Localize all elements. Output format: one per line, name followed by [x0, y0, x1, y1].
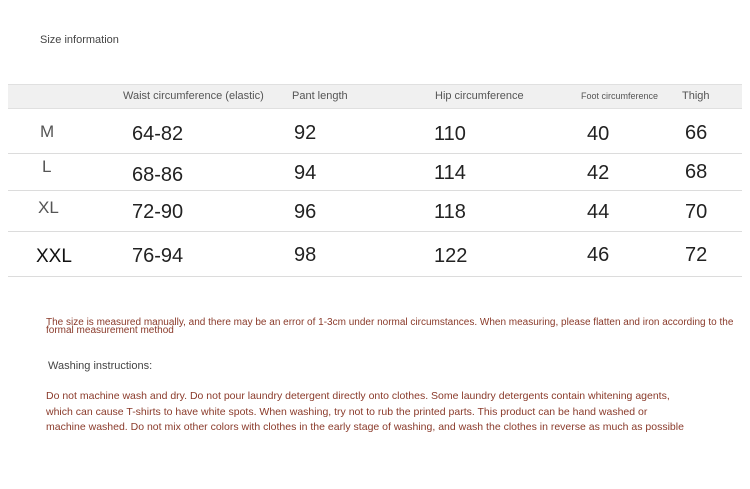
foot-value: 46	[587, 244, 610, 266]
page-title: Size information	[40, 34, 119, 46]
table-row	[8, 109, 742, 154]
header-thigh: Thigh	[682, 90, 710, 102]
thigh-value: 66	[685, 122, 708, 144]
hip-value: 114	[434, 162, 466, 184]
thigh-value: 72	[685, 244, 708, 266]
table-row	[8, 191, 742, 232]
waist-value: 72-90	[132, 201, 184, 223]
header-foot: Foot circumference	[581, 91, 659, 101]
thigh-value: 70	[685, 201, 708, 223]
measurement-note: The size is measured manually, and there may be an error of 1-3cm under normal circumstances. When measuring, please flatten and iron according to the formal measurement method	[46, 317, 734, 336]
size-label: XL	[38, 198, 59, 217]
size-table	[8, 84, 742, 277]
pant-length-value: 92	[294, 122, 317, 144]
pant-length-value: 94	[294, 162, 317, 184]
pant-length-value: 96	[294, 201, 317, 223]
foot-value: 44	[587, 201, 610, 223]
table-header	[8, 84, 742, 109]
table-row	[8, 154, 742, 191]
waist-value: 68-86	[132, 164, 184, 186]
header-waist: Waist circumference (elastic)	[123, 90, 264, 102]
foot-value: 40	[587, 123, 610, 145]
size-label: M	[40, 122, 55, 141]
hip-value: 110	[434, 123, 466, 145]
size-label: L	[42, 157, 52, 176]
hip-value: 118	[434, 201, 466, 223]
size-label: XXL	[36, 246, 72, 267]
header-hip: Hip circumference	[435, 90, 524, 102]
washing-title: Washing instructions:	[48, 360, 153, 372]
hip-value: 122	[434, 245, 468, 267]
thigh-value: 68	[685, 161, 708, 183]
waist-value: 76-94	[132, 245, 184, 267]
washing-text: Do not machine wash and dry. Do not pour laundry detergent directly onto clothes. Some laundry detergents contain whitening agents, which can cause T-shirts to have white spots. When washing, try not to rub the printed parts. This product can be hand washed or machine washed. Do not mix other colors with clothes in the early stage of washing, and wash the clothes in reverse as much as possible	[46, 390, 684, 433]
header-pant-length: Pant length	[292, 90, 348, 102]
waist-value: 64-82	[132, 123, 184, 145]
pant-length-value: 98	[294, 244, 317, 266]
foot-value: 42	[587, 162, 610, 184]
table-row	[8, 232, 742, 277]
